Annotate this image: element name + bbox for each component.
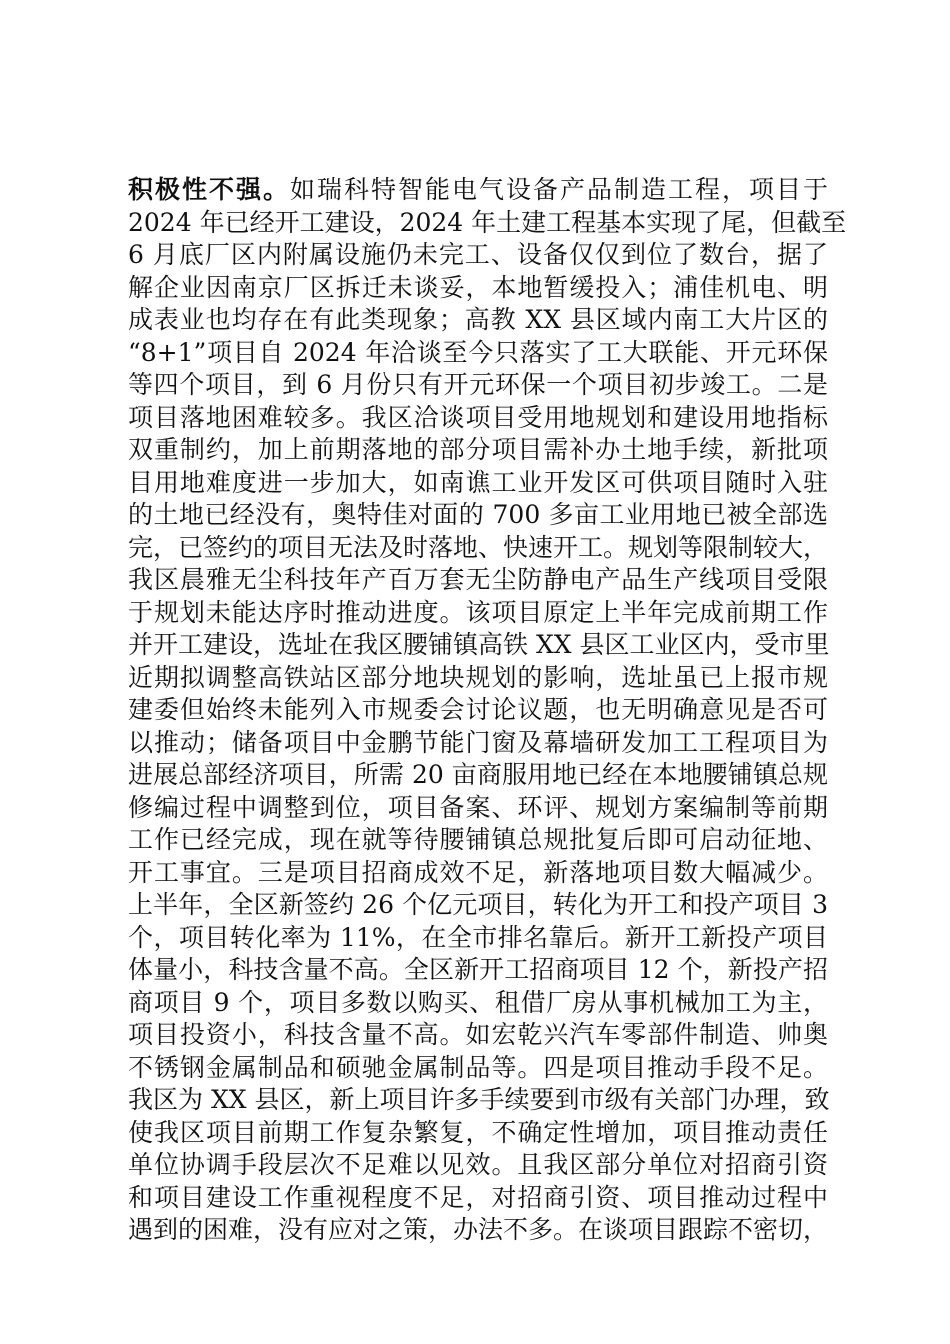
paragraph-line: 不锈钢金属制品和硕驰金属制品等。四是项目推动手段不足。 xyxy=(128,1052,828,1082)
paragraph-line: 体量小，科技含量不高。全区新开工招商项目 12 个，新投产招 xyxy=(128,955,828,984)
paragraph-line: 2024 年已经开工建设，2024 年土建工程基本实现了尾，但截至 xyxy=(128,207,847,237)
paragraph-line: 项目落地困难较多。我区洽谈项目受用地规划和建设用地指标 xyxy=(128,402,828,432)
paragraph-line: 建委但始终未能列入市规委会讨论议题，也无明确意见是否可 xyxy=(128,695,828,724)
paragraph-line: 进展总部经济项目，所需 20 亩商服用地已经在本地腰铺镇总规 xyxy=(128,760,828,789)
paragraph-line: 工作已经完成，现在就等待腰铺镇总规批复后即可启动征地、 xyxy=(128,825,828,854)
paragraph-line: 遇到的困难，没有应对之策，办法不多。在谈项目跟踪不密切， xyxy=(128,1215,829,1244)
paragraph-line xyxy=(128,174,828,207)
paragraph-line: 近期拟调整高铁站区部分地块规划的影响，选址虽已上报市规 xyxy=(128,662,828,692)
paragraph-line: 项目投资小，科技含量不高。如宏乾兴汽车零部件制造、帅奥 xyxy=(128,1020,828,1049)
paragraph-line: 我区晨雅无尘科技年产百万套无尘防静电产品生产线项目受限 xyxy=(128,565,828,594)
paragraph-line: 修编过程中调整到位，项目备案、环评、规划方案编制等前期 xyxy=(128,792,828,822)
paragraph-line: 并开工建设，选址在我区腰铺镇高铁 XX 县区工业区内，受市里 xyxy=(128,630,830,659)
paragraph-line: 商项目 9 个，项目多数以购买、租借厂房从事机械加工为主， xyxy=(128,987,828,1017)
paragraph-line: 我区为 XX 县区，新上项目许多手续要到市级有关部门办理，致 xyxy=(128,1085,830,1114)
paragraph-line: 以推动；储备项目中金鹏节能门窗及幕墙研发加工工程项目为 xyxy=(128,727,828,757)
paragraph-line: 6 月底厂区内附属设施仍未完工、设备仅仅到位了数台，据了 xyxy=(128,240,828,269)
paragraph-line: 和项目建设工作重视程度不足，对招商引资、项目推动过程中 xyxy=(128,1182,828,1212)
paragraph-line: 于规划未能达序时推动进度。该项目原定上半年完成前期工作 xyxy=(128,597,828,627)
paragraph-line: 等四个项目，到 6 月份只有开元环保一个项目初步竣工。二是 xyxy=(128,370,828,399)
paragraph-line: 解企业因南京厂区拆迁未谈妥，本地暂缓投入；浦佳机电、明 xyxy=(128,272,828,302)
paragraph-line: 个，项目转化率为 11%，在全市排名靠后。新开工新投产项目 xyxy=(128,922,828,952)
paragraph-line: 双重制约，加上前期落地的部分项目需补办土地手续，新批项 xyxy=(128,435,828,464)
line-text: 如瑞科特智能电气设备产品制造工程，项目于 xyxy=(290,175,828,204)
paragraph-line: 开工事宜。三是项目招商成效不足，新落地项目数大幅减少。 xyxy=(128,857,828,887)
paragraph-line: 完，已签约的项目无法及时落地、快速开工。规划等限制较大， xyxy=(128,532,829,562)
paragraph-line: “8+1”项目自 2024 年洽谈至今只落实了工大联能、开元环保 xyxy=(128,337,828,367)
paragraph-line: 成表业也均存在有此类现象；高教 XX 县区域内南工大片区的 xyxy=(128,305,828,334)
paragraph-line: 使我区项目前期工作复杂繁复，不确定性增加，项目推动责任 xyxy=(128,1117,828,1147)
paragraph-line: 单位协调手段层次不足难以见效。且我区部分单位对招商引资 xyxy=(128,1150,828,1179)
body-paragraph xyxy=(128,174,847,1247)
paragraph-line: 目用地难度进一步加大，如南谯工业开发区可供项目随时入驻 xyxy=(128,467,828,497)
paragraph-line: 的土地已经没有，奥特佳对面的 700 多亩工业用地已被全部选 xyxy=(128,500,828,529)
paragraph-line: 上半年，全区新签约 26 个亿元项目，转化为开工和投产项目 3 xyxy=(128,890,828,919)
bold-lead-phrase: 积极性不强。 xyxy=(128,175,290,204)
